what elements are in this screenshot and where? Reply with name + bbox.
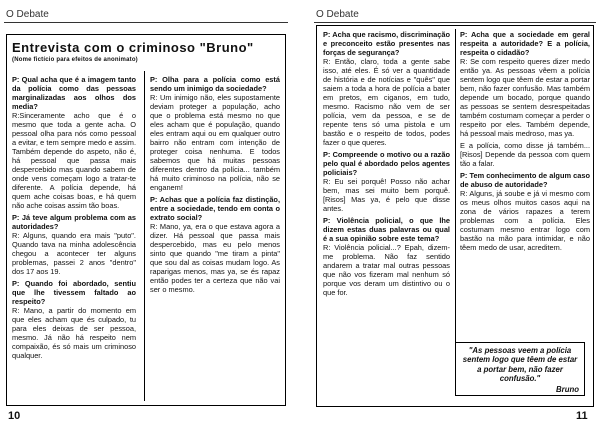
answer: R: Eu sei porquê! Posso não achar bem, mas sei muito bem porquê. [Risos] Mas ya, é pelo que disse antes. <box>323 177 450 213</box>
column-divider <box>144 71 145 401</box>
right-page <box>300 0 600 424</box>
column-left <box>323 30 450 300</box>
column-right <box>150 75 280 297</box>
question: P: Quando foi abordado, sentiu que lhe tivessem faltado ao respeito? <box>12 279 136 306</box>
answer: R: Mano, a partir do momento em que eles acham que és culpado, tu para eles deixas de ser pessoa, mesmo. Já não há respeito nem compaixão, és só mais um criminoso qualquer. <box>12 306 136 360</box>
answer: R: Alguns, já soube e já vi mesmo com os meus olhos muitos casos aqui na zona de vários rapazes a terem problemas com a polícia. Eles costumam mesmo entrar logo com bastão na mão para intimidar, e não têem medo de usar, acreditem. <box>460 189 590 252</box>
header-rule <box>314 22 596 23</box>
column-right <box>460 30 590 255</box>
question: P: Olha para a polícia como está sendo um inimigo da sociedade? <box>150 75 280 93</box>
pull-quote-text: "As pessoas veem a polícia sentem logo que têem de estar a portar bem, não fazer confusão." <box>462 346 578 384</box>
answer: E a polícia, como disse já também... [Risos] Depende da pessoa com quem tão a falar. <box>460 141 590 168</box>
section-label: O Debate <box>6 9 49 20</box>
article-frame <box>6 34 286 406</box>
pull-quote-author: Bruno <box>556 384 579 394</box>
question: P: Qual acha que é a imagem tanto da polícia como das pessoas marginalizadas aos olhos dos media? <box>12 75 136 111</box>
page-number: 10 <box>8 410 21 422</box>
question: P: Acha que racismo, discriminação e preconceito estão presentes nas forças de segurança? <box>323 30 450 57</box>
question: P: Compreende o motivo ou a razão pelo qual é abordado pelos agentes policiais? <box>323 150 450 177</box>
question: P: Achas que a polícia faz distinção, entre a sociedade, tendo em conta o extrato social? <box>150 195 280 222</box>
column-left <box>12 75 136 363</box>
question: P: Acha que a sociedade em geral respeita a autoridade? E a polícia, respeita o cidadão? <box>460 30 590 57</box>
question: P: Tem conhecimento de algum caso de abuso de autoridade? <box>460 171 590 189</box>
article-title: Entrevista com o criminoso "Bruno" <box>12 40 254 55</box>
answer: R:Sinceramente acho que é o mesmo que toda a gente acha. O pessoal olha para nós como pessoal a evitar, e tem sempre medo e assim. Também depende do aspeto, não é, há pessoal que passa mais despercebido mas quando sabem de onde vens começam logo a tratar-te diferente. A polícia depende, há quem ache coisas boas, e há quem não ache coisas assim tão boas. <box>12 111 136 210</box>
page-number: 11 <box>576 410 588 422</box>
article-frame <box>316 25 594 407</box>
answer: R: Então, claro, toda a gente sabe isso, até eles. É só ver a quantidade de história e de notícias e "quês" que saiem a toda a hora de polícia a bater em pretos, em ciganos, em tudo, mesmo. Racismo não vem de ser polícia, vem da pessoa, e se de repente tens só uma pistola e um bastão e o respeito de todos, podes fazer o que queres. <box>323 57 450 147</box>
question: P: Já teve algum problema com as autoridades? <box>12 213 136 231</box>
answer: R: Um inimigo não, eles supostamente deviam proteger a população, acho que o problema está mesmo no que eles acham que é população, quando eles entram aqui ou em qualquer outro bairro não entram com intenção de proteger coisa nenhuma. E todos sabemos que há muitas pessoas diferentes dentro da polícia... também há muito criminoso na polícia, não se enganem! <box>150 93 280 192</box>
question: P: Violência policial, o que lhe dizem estas duas palavras ou qual é a sua opinião sobre este tema? <box>323 216 450 243</box>
section-label: O Debate <box>316 9 359 20</box>
pull-quote <box>455 342 585 396</box>
article-subtitle: (Nome fictício para efeitos de anonimato) <box>12 57 138 63</box>
answer: R: Violência policial...? Epah, dizem-me problema. Não faz sentido andarem a tratar mal outras pessoas que não vos fizeram mal nenhum só porque vos deram um distintivo ou o que for. <box>323 243 450 297</box>
answer: R: Alguns, quando era mais "puto". Quando tava na minha adolescência chegou a acontecer ter alguns problemas, passei 2 anos "dentro" dos 17 aos 19. <box>12 231 136 276</box>
answer: R: Se com respeito queres dizer medo então ya. As pessoas vêem a polícia sentem logo que têem de estar a portar bem, não fazer confusão. Mas também depende um bocado, porque quando as pessoas se sentem desrespeitadas também costumam começar a perder o respeito por eles. Também depende, há pessoal mais medroso, mas ya. <box>460 57 590 138</box>
answer: R: Mano, ya, era o que estava agora a dizer. Há pessoal que passa mais despercebido, mas eu pelo menos sinto que quando "me tiram a pinta" que sou dal as coisas mudam logo. As raparigas menos, mas ya, se és rapaz então podes ter a certeza que não vai ser o mesmo. <box>150 222 280 294</box>
column-divider <box>455 29 456 395</box>
header-rule <box>4 22 288 23</box>
